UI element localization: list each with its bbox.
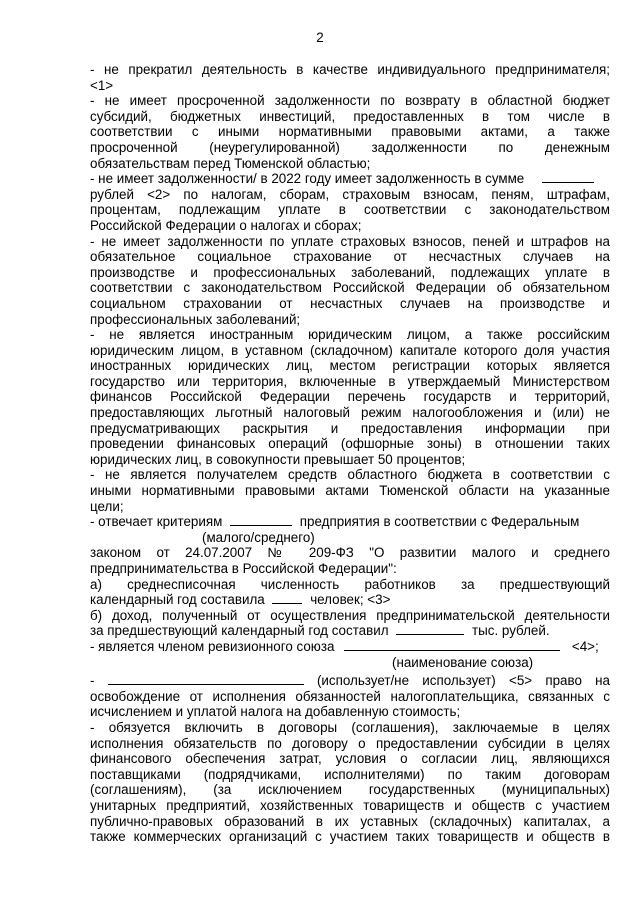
union-name-blank xyxy=(344,639,560,651)
size-category-blank xyxy=(230,514,292,526)
text-line: а) среднесписочная численность работников за предшествующий xyxy=(90,576,610,592)
text-line: цели; xyxy=(90,498,124,514)
text-line: предусматривающих раскрытия и предоставления информации при xyxy=(90,420,610,436)
text-line: финансов Российской Федерации перечень государств и территорий, xyxy=(90,389,610,405)
employee-count-blank xyxy=(272,592,302,604)
text-line: обязательствам перед Тюменской областью; xyxy=(90,155,371,171)
vat-status-blank xyxy=(108,673,304,685)
text-line: финансового обеспечения затрат, условия о согласии лиц, являющихся xyxy=(90,751,610,767)
text-line: иностранных юридических лиц, местом регистрации которых является xyxy=(90,358,610,374)
text-line xyxy=(90,639,610,655)
text-line: предоставляющих льготный налоговый режим налогообложения и (или) не xyxy=(90,405,610,421)
text-line: - не прекратил деятельность в качестве индивидуального предпринимателя; xyxy=(90,62,610,77)
text-line: проведении финансовых операций (офшорные зоны) в отношении таких xyxy=(90,436,610,452)
text-line: процентам, подлежащим уплате в соответствии с законодательством xyxy=(90,202,610,218)
text-line: - не является иностранным юридическим лицом, а также российским xyxy=(90,327,610,343)
text-line xyxy=(90,623,610,639)
field-hint: (малого/среднего) xyxy=(202,529,315,545)
text-line: - не является получателем средств областного бюджета в соответствии с xyxy=(90,467,610,483)
text-line: освобождение от исполнения обязанностей налогоплательщика, связанных с xyxy=(90,688,610,704)
text-line: поставщиками (подрядчиками, исполнителями) по таким договорам xyxy=(90,766,610,782)
text-line: профессиональных заболеваний; xyxy=(90,311,301,327)
text-line: - не имеет задолженности по уплате страховых взносов, пеней и штрафов на xyxy=(90,233,610,249)
text-line: публично-правовых образований в их уставных (складочных) капиталах, а xyxy=(90,813,610,829)
text-line: государство или территория, включенные в утверждаемый Министерством xyxy=(90,373,610,389)
text-line: унитарных предприятий, хозяйственных товариществ и обществ с участием xyxy=(90,797,610,813)
text-fragment: за предшествующий календарный год составил xyxy=(90,623,389,639)
document-body xyxy=(90,62,610,845)
amount-blank xyxy=(542,171,594,183)
text-fragment: - xyxy=(90,673,95,689)
text-line: соответствии с законодательством Российской Федерации об обязательном xyxy=(90,280,610,296)
text-line: рублей <2> по налогам, сборам, страховым взносам, пеням, штрафам, xyxy=(90,186,610,202)
text-fragment: тыс. рублей. xyxy=(472,623,550,639)
text-line xyxy=(90,592,610,608)
text-line: юридических лиц, в совокупности превышает 50 процентов; xyxy=(90,451,466,467)
text-line: (соглашениям), (за исключением государственных (муниципальных) xyxy=(90,782,610,798)
page-number: 2 xyxy=(316,30,324,45)
text-fragment: - не имеет задолженности/ в 2022 году имеет задолженность в сумме xyxy=(90,171,525,187)
text-line: - не имеет просроченной задолженности по возврату в областной бюджет xyxy=(90,93,610,109)
text-line: исчислением и уплатой налога на добавленную стоимость; xyxy=(90,704,461,720)
text-line: б) доход, полученный от осуществления предпринимательской деятельности xyxy=(90,607,610,623)
text-fragment: (использует/не использует) <5> право на xyxy=(316,673,610,689)
text-line: исполнения обязательств по договору о предоставлении субсидии в целях xyxy=(90,735,610,751)
income-blank xyxy=(396,623,464,635)
text-line: предпринимательства в Российской Федерации": xyxy=(90,561,397,576)
text-fragment: календарный год составила xyxy=(90,592,265,608)
text-line: производстве и профессиональных заболеваний, подлежащих уплате в xyxy=(90,264,610,280)
field-hint: (наименование союза) xyxy=(392,654,534,670)
text-fragment: - является членом ревизионного союза xyxy=(90,638,335,654)
text-line: <1> xyxy=(90,77,114,93)
text-line xyxy=(90,171,610,187)
text-line: субсидий, бюджетных инвестиций, предоставленных в том числе в xyxy=(90,108,610,124)
text-line: также коммерческих организаций с участием таких товариществ и обществ в xyxy=(90,829,610,845)
text-line: социальном страховании от несчастных случаев на производстве и xyxy=(90,295,610,311)
text-fragment: - отвечает критериям xyxy=(90,514,223,530)
text-line: - обязуется включить в договоры (соглашения), заключаемые в целях xyxy=(90,719,610,735)
text-line: соответствии с иными нормативными правовыми актами, а также xyxy=(90,124,610,140)
text-line: юридическим лицом, в уставном (складочном) капитале которого доля участия xyxy=(90,342,610,358)
text-line xyxy=(90,514,610,530)
text-line: законом от 24.07.2007 № 209-ФЗ "О развитии малого и среднего xyxy=(90,545,610,561)
text-line xyxy=(90,673,610,689)
text-fragment: предприятия в соответствии с Федеральным xyxy=(299,514,580,530)
text-line: обязательное социальное страхование от несчастных случаев на xyxy=(90,249,610,265)
text-line: просроченной (неурегулированной) задолженности по денежным xyxy=(90,139,610,155)
text-line: иными нормативными правовыми актами Тюменской области на указанные xyxy=(90,483,610,499)
text-fragment: <4>; xyxy=(571,638,599,654)
text-line: Российской Федерации о налогах и сборах; xyxy=(90,217,362,233)
text-fragment: человек; <3> xyxy=(310,592,391,608)
